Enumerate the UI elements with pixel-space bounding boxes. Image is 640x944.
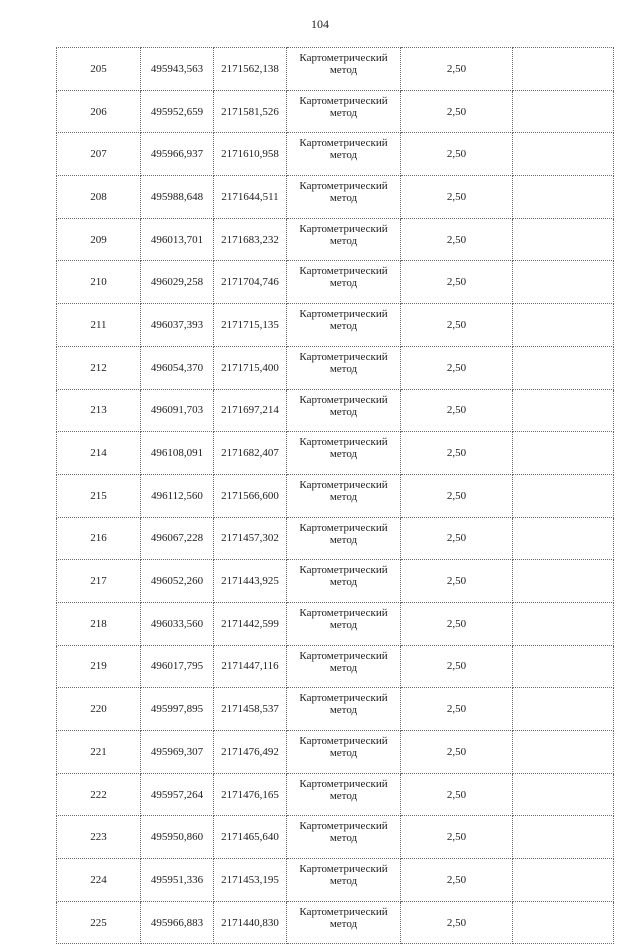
point-number-cell: 223 xyxy=(57,816,141,859)
page-number: 104 xyxy=(311,17,329,31)
method-line-2: метод xyxy=(329,362,358,375)
empty-cell xyxy=(513,645,614,688)
method-line-1: Картометрический xyxy=(299,478,388,491)
method-line-2: метод xyxy=(329,192,358,205)
empty-cell xyxy=(513,901,614,944)
method-line-1: Картометрический xyxy=(299,564,388,577)
empty-cell xyxy=(513,773,614,816)
table-row xyxy=(57,859,614,902)
point-number-cell: 213 xyxy=(57,389,141,432)
coordinates-table xyxy=(56,47,614,944)
accuracy-cell: 2,50 xyxy=(401,602,513,645)
y-coordinate-cell: 2171644,511 xyxy=(214,176,287,219)
method-line-2: метод xyxy=(329,661,358,674)
x-coordinate-cell: 496108,091 xyxy=(141,432,214,475)
accuracy-cell: 2,50 xyxy=(401,218,513,261)
point-number-cell: 215 xyxy=(57,474,141,517)
accuracy-cell: 2,50 xyxy=(401,261,513,304)
y-coordinate-cell: 2171562,138 xyxy=(214,48,287,91)
table-row xyxy=(57,517,614,560)
empty-cell xyxy=(513,859,614,902)
method-cell xyxy=(287,773,401,816)
x-coordinate-cell: 495943,563 xyxy=(141,48,214,91)
point-number-cell: 216 xyxy=(57,517,141,560)
accuracy-cell: 2,50 xyxy=(401,90,513,133)
y-coordinate-cell: 2171715,400 xyxy=(214,346,287,389)
method-line-2: метод xyxy=(329,533,358,546)
point-number-cell: 207 xyxy=(57,133,141,176)
method-cell xyxy=(287,602,401,645)
method-line-1: Картометрический xyxy=(299,52,388,64)
method-line-2: метод xyxy=(329,64,358,76)
point-number-cell: 221 xyxy=(57,731,141,774)
y-coordinate-cell: 2171476,165 xyxy=(214,773,287,816)
table-row xyxy=(57,176,614,219)
x-coordinate-cell: 496029,258 xyxy=(141,261,214,304)
method-cell xyxy=(287,48,401,91)
accuracy-cell: 2,50 xyxy=(401,901,513,944)
table-row xyxy=(57,90,614,133)
accuracy-cell: 2,50 xyxy=(401,773,513,816)
coordinates-table-body xyxy=(57,48,614,944)
method-cell xyxy=(287,389,401,432)
method-cell xyxy=(287,517,401,560)
accuracy-cell: 2,50 xyxy=(401,304,513,347)
accuracy-cell: 2,50 xyxy=(401,48,513,91)
x-coordinate-cell: 495969,307 xyxy=(141,731,214,774)
point-number-cell: 212 xyxy=(57,346,141,389)
table-row xyxy=(57,731,614,774)
method-line-2: метод xyxy=(329,149,358,162)
y-coordinate-cell: 2171610,958 xyxy=(214,133,287,176)
method-cell xyxy=(287,688,401,731)
x-coordinate-cell: 496037,393 xyxy=(141,304,214,347)
empty-cell xyxy=(513,133,614,176)
empty-cell xyxy=(513,176,614,219)
point-number-cell: 214 xyxy=(57,432,141,475)
y-coordinate-cell: 2171715,135 xyxy=(214,304,287,347)
method-line-1: Картометрический xyxy=(299,436,388,449)
empty-cell xyxy=(513,90,614,133)
method-cell xyxy=(287,261,401,304)
method-line-2: метод xyxy=(329,320,358,333)
method-line-2: метод xyxy=(329,618,358,631)
table-row xyxy=(57,602,614,645)
table-row xyxy=(57,304,614,347)
point-number-cell: 206 xyxy=(57,90,141,133)
method-line-2: метод xyxy=(329,832,358,845)
method-cell xyxy=(287,731,401,774)
table-row xyxy=(57,688,614,731)
method-line-1: Картометрический xyxy=(299,137,388,150)
table-row xyxy=(57,773,614,816)
x-coordinate-cell: 495950,860 xyxy=(141,816,214,859)
accuracy-cell: 2,50 xyxy=(401,731,513,774)
method-line-1: Картометрический xyxy=(299,863,388,876)
accuracy-cell: 2,50 xyxy=(401,176,513,219)
method-line-2: метод xyxy=(329,789,358,802)
x-coordinate-cell: 496052,260 xyxy=(141,560,214,603)
method-line-1: Картометрический xyxy=(299,393,388,406)
accuracy-cell: 2,50 xyxy=(401,859,513,902)
empty-cell xyxy=(513,688,614,731)
x-coordinate-cell: 495966,937 xyxy=(141,133,214,176)
accuracy-cell: 2,50 xyxy=(401,133,513,176)
y-coordinate-cell: 2171697,214 xyxy=(214,389,287,432)
y-coordinate-cell: 2171465,640 xyxy=(214,816,287,859)
method-line-2: метод xyxy=(329,405,358,418)
accuracy-cell: 2,50 xyxy=(401,346,513,389)
method-cell xyxy=(287,645,401,688)
empty-cell xyxy=(513,48,614,91)
method-cell xyxy=(287,474,401,517)
y-coordinate-cell: 2171453,195 xyxy=(214,859,287,902)
accuracy-cell: 2,50 xyxy=(401,688,513,731)
empty-cell xyxy=(513,474,614,517)
method-cell xyxy=(287,346,401,389)
empty-cell xyxy=(513,517,614,560)
method-line-2: метод xyxy=(329,747,358,759)
point-number-cell: 220 xyxy=(57,688,141,731)
method-line-1: Картометрический xyxy=(299,94,388,107)
empty-cell xyxy=(513,389,614,432)
table-row xyxy=(57,645,614,688)
empty-cell xyxy=(513,731,614,774)
table-row xyxy=(57,48,614,91)
accuracy-cell: 2,50 xyxy=(401,389,513,432)
method-cell xyxy=(287,90,401,133)
x-coordinate-cell: 495997,895 xyxy=(141,688,214,731)
x-coordinate-cell: 496112,560 xyxy=(141,474,214,517)
table-row xyxy=(57,901,614,944)
empty-cell xyxy=(513,816,614,859)
x-coordinate-cell: 496054,370 xyxy=(141,346,214,389)
point-number-cell: 217 xyxy=(57,560,141,603)
y-coordinate-cell: 2171476,492 xyxy=(214,731,287,774)
empty-cell xyxy=(513,261,614,304)
accuracy-cell: 2,50 xyxy=(401,645,513,688)
table-row xyxy=(57,816,614,859)
accuracy-cell: 2,50 xyxy=(401,816,513,859)
method-line-2: метод xyxy=(329,917,358,930)
table-row xyxy=(57,133,614,176)
empty-cell xyxy=(513,602,614,645)
method-cell xyxy=(287,901,401,944)
point-number-cell: 219 xyxy=(57,645,141,688)
table-row xyxy=(57,218,614,261)
point-number-cell: 208 xyxy=(57,176,141,219)
empty-cell xyxy=(513,560,614,603)
accuracy-cell: 2,50 xyxy=(401,474,513,517)
method-cell xyxy=(287,560,401,603)
point-number-cell: 225 xyxy=(57,901,141,944)
method-line-1: Картометрический xyxy=(299,735,388,747)
point-number-cell: 205 xyxy=(57,48,141,91)
method-line-1: Картометрический xyxy=(299,606,388,619)
point-number-cell: 211 xyxy=(57,304,141,347)
method-line-2: метод xyxy=(329,234,358,247)
method-line-1: Картометрический xyxy=(299,180,388,193)
method-line-2: метод xyxy=(329,576,358,589)
x-coordinate-cell: 495952,659 xyxy=(141,90,214,133)
accuracy-cell: 2,50 xyxy=(401,517,513,560)
method-cell xyxy=(287,133,401,176)
table-row xyxy=(57,474,614,517)
x-coordinate-cell: 496091,703 xyxy=(141,389,214,432)
x-coordinate-cell: 495957,264 xyxy=(141,773,214,816)
table-row xyxy=(57,389,614,432)
method-line-1: Картометрический xyxy=(299,649,388,662)
method-cell xyxy=(287,816,401,859)
y-coordinate-cell: 2171440,830 xyxy=(214,901,287,944)
empty-cell xyxy=(513,432,614,475)
empty-cell xyxy=(513,346,614,389)
x-coordinate-cell: 496017,795 xyxy=(141,645,214,688)
x-coordinate-cell: 495988,648 xyxy=(141,176,214,219)
y-coordinate-cell: 2171704,746 xyxy=(214,261,287,304)
x-coordinate-cell: 496033,560 xyxy=(141,602,214,645)
y-coordinate-cell: 2171581,526 xyxy=(214,90,287,133)
method-line-1: Картометрический xyxy=(299,350,388,363)
point-number-cell: 218 xyxy=(57,602,141,645)
method-cell xyxy=(287,859,401,902)
method-line-1: Картометрический xyxy=(299,905,388,918)
method-line-2: метод xyxy=(329,106,358,119)
y-coordinate-cell: 2171457,302 xyxy=(214,517,287,560)
empty-cell xyxy=(513,218,614,261)
method-line-1: Картометрический xyxy=(299,820,388,833)
method-cell xyxy=(287,304,401,347)
y-coordinate-cell: 2171683,232 xyxy=(214,218,287,261)
table-row xyxy=(57,261,614,304)
empty-cell xyxy=(513,304,614,347)
method-line-1: Картометрический xyxy=(299,692,388,705)
accuracy-cell: 2,50 xyxy=(401,432,513,475)
method-cell xyxy=(287,176,401,219)
y-coordinate-cell: 2171442,599 xyxy=(214,602,287,645)
accuracy-cell: 2,50 xyxy=(401,560,513,603)
method-line-2: метод xyxy=(329,490,358,503)
y-coordinate-cell: 2171682,407 xyxy=(214,432,287,475)
y-coordinate-cell: 2171566,600 xyxy=(214,474,287,517)
x-coordinate-cell: 496013,701 xyxy=(141,218,214,261)
method-line-1: Картометрический xyxy=(299,222,388,235)
method-cell xyxy=(287,432,401,475)
table-row xyxy=(57,432,614,475)
point-number-cell: 209 xyxy=(57,218,141,261)
point-number-cell: 224 xyxy=(57,859,141,902)
table-row xyxy=(57,346,614,389)
method-line-2: метод xyxy=(329,704,358,717)
method-line-1: Картометрический xyxy=(299,777,388,790)
method-line-1: Картометрический xyxy=(299,521,388,534)
method-line-2: метод xyxy=(329,448,358,461)
point-number-cell: 222 xyxy=(57,773,141,816)
x-coordinate-cell: 495951,336 xyxy=(141,859,214,902)
method-line-1: Картометрический xyxy=(299,308,388,321)
y-coordinate-cell: 2171447,116 xyxy=(214,645,287,688)
x-coordinate-cell: 495966,883 xyxy=(141,901,214,944)
method-cell xyxy=(287,218,401,261)
y-coordinate-cell: 2171458,537 xyxy=(214,688,287,731)
y-coordinate-cell: 2171443,925 xyxy=(214,560,287,603)
method-line-2: метод xyxy=(329,875,358,888)
x-coordinate-cell: 496067,228 xyxy=(141,517,214,560)
table-row xyxy=(57,560,614,603)
method-line-1: Картометрический xyxy=(299,265,388,278)
method-line-2: метод xyxy=(329,277,358,290)
point-number-cell: 210 xyxy=(57,261,141,304)
